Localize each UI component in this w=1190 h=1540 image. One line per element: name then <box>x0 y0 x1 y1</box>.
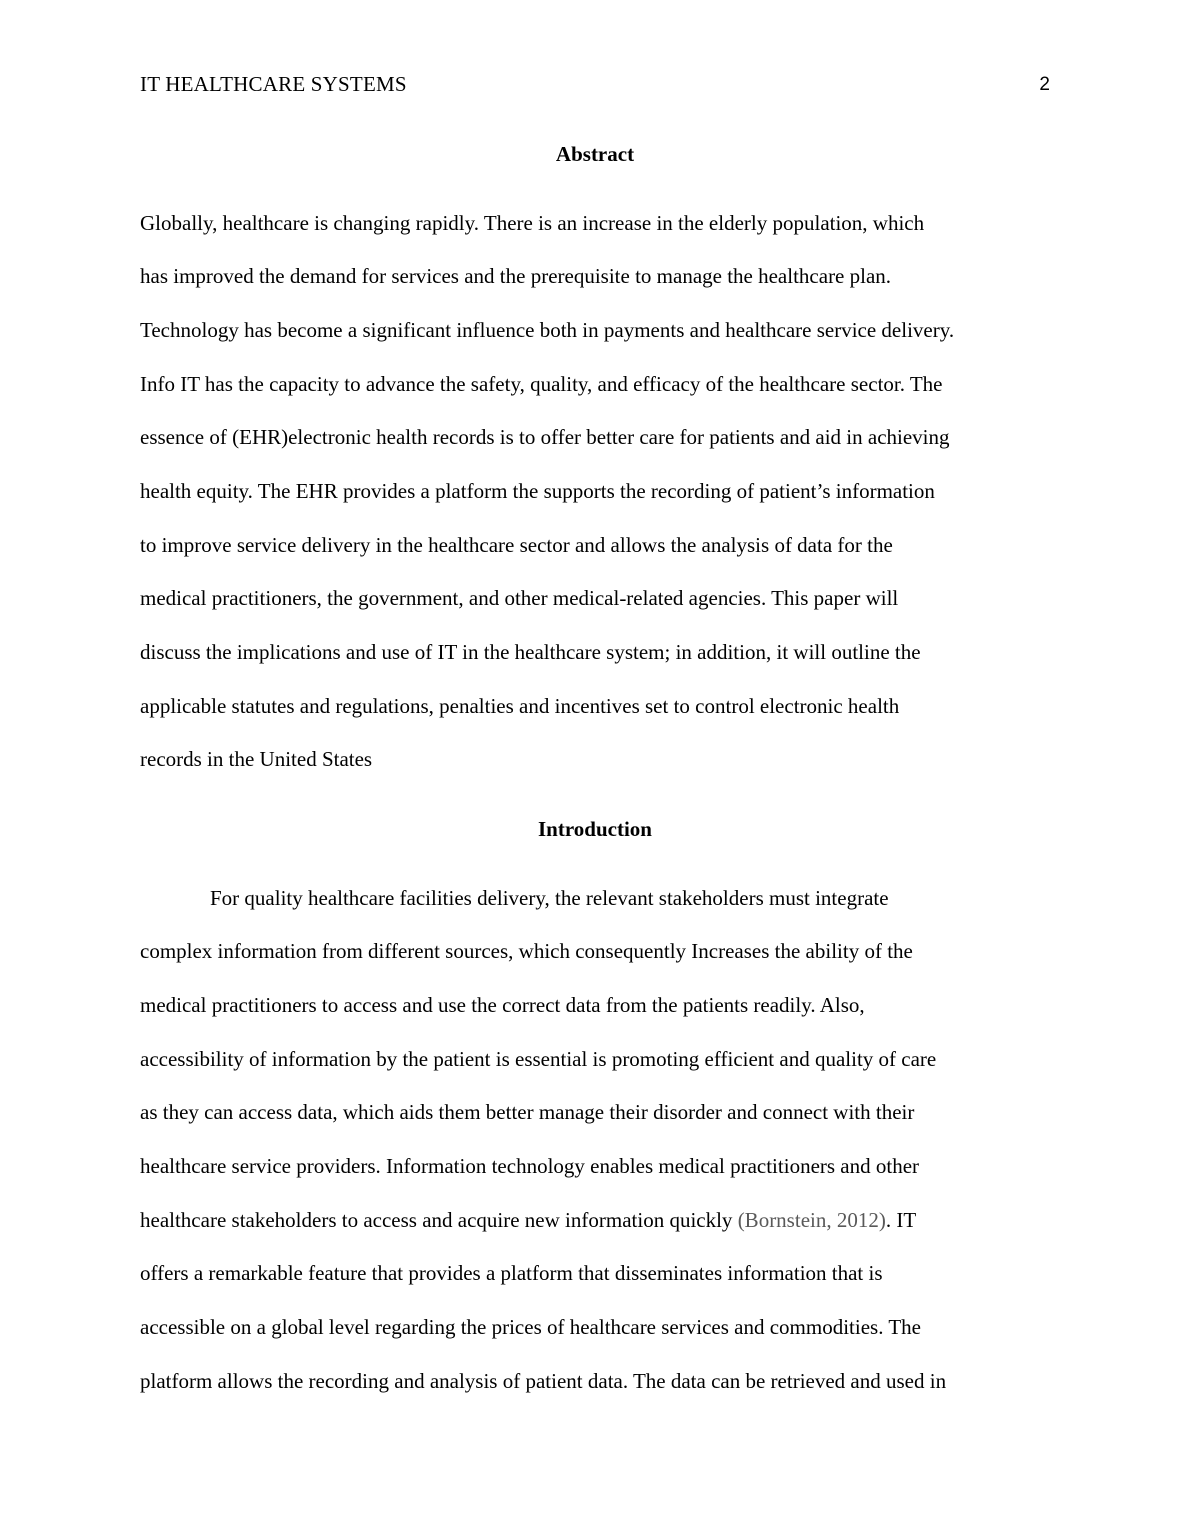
intro-line: healthcare service providers. Information technology enables medical practitioners and other <box>140 1154 920 1178</box>
intro-line: complex information from different sources, which consequently Increases the ability of the <box>140 939 913 963</box>
intro-line-text: healthcare stakeholders to access and acquire new information quickly <box>140 1208 738 1232</box>
abstract-line: applicable statutes and regulations, penalties and incentives set to control electronic health <box>140 694 900 718</box>
abstract-line: has improved the demand for services and the prerequisite to manage the healthcare plan. <box>140 264 892 288</box>
intro-line-text: . IT <box>885 1208 917 1232</box>
abstract-line: Globally, healthcare is changing rapidly. There is an increase in the elderly population, which <box>140 211 925 235</box>
intro-line: accessible on a global level regarding the prices of healthcare services and commodities. The <box>140 1315 921 1339</box>
abstract-line: essence of (EHR)electronic health records is to offer better care for patients and aid in achieving <box>140 425 950 449</box>
intro-line: accessibility of information by the patient is essential is promoting efficient and quality of care <box>140 1047 937 1071</box>
intro-line: medical practitioners to access and use the correct data from the patients readily. Also, <box>140 993 865 1017</box>
abstract-line: to improve service delivery in the healthcare sector and allows the analysis of data for the <box>140 533 893 557</box>
abstract-line: medical practitioners, the government, and other medical-related agencies. This paper will <box>140 586 899 610</box>
abstract-line: Technology has become a significant influence both in payments and healthcare service delivery. <box>140 318 955 342</box>
intro-line: offers a remarkable feature that provides a platform that disseminates information that is <box>140 1261 883 1285</box>
intro-line: as they can access data, which aids them better manage their disorder and connect with their <box>140 1100 915 1124</box>
running-head: IT HEALTHCARE SYSTEMS <box>140 72 407 96</box>
abstract-line: records in the United States <box>140 747 373 771</box>
intro-line: platform allows the recording and analysis of patient data. The data can be retrieved and used in <box>140 1369 947 1393</box>
abstract-line: Info IT has the capacity to advance the safety, quality, and efficacy of the healthcare sector. The <box>140 372 943 396</box>
intro-line: For quality healthcare facilities delivery, the relevant stakeholders must integrate <box>210 886 889 910</box>
citation-link[interactable]: (Bornstein, 2012) <box>737 1208 886 1232</box>
abstract-line: health equity. The EHR provides a platform the supports the recording of patient’s information <box>140 479 935 503</box>
abstract-heading: Abstract <box>555 142 635 166</box>
introduction-heading: Introduction <box>538 817 652 841</box>
page-number: 2 <box>1039 74 1050 95</box>
abstract-line: discuss the implications and use of IT in the healthcare system; in addition, it will outline the <box>140 640 921 664</box>
intro-line-with-citation <box>140 1206 916 1234</box>
